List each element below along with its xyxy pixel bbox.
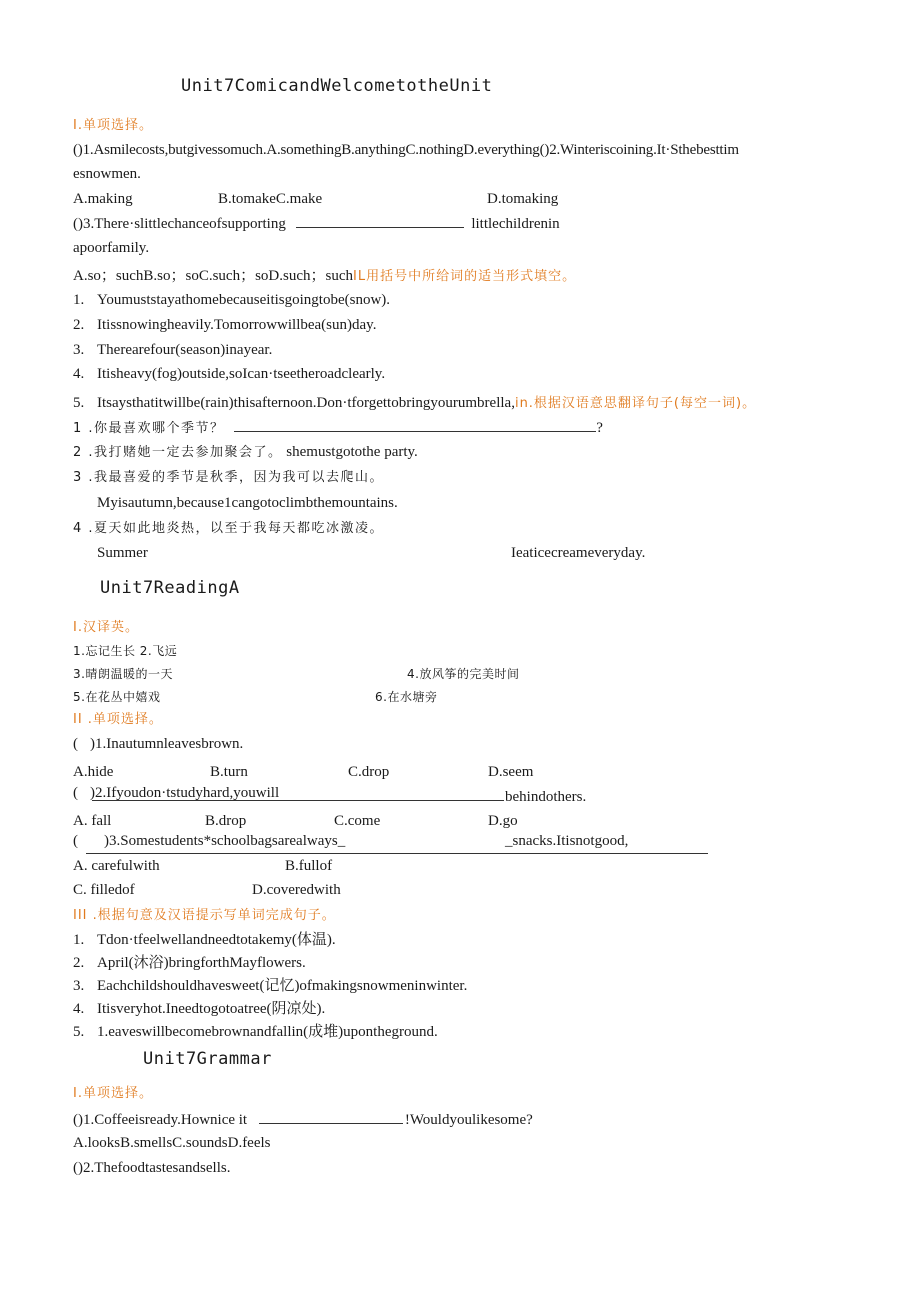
question-3 xyxy=(73,213,560,234)
item-number: 4. xyxy=(73,1001,85,1017)
section-heading: IL用括号中所给词的适当形式填空。 xyxy=(353,269,577,284)
answer-blank[interactable] xyxy=(234,417,596,432)
word-item xyxy=(73,976,467,996)
reading-q2-tail: behindothers. xyxy=(505,789,587,805)
item-number: 2. xyxy=(73,317,85,333)
item-text: Youmuststayathomebecauseitisgoingtobe(snow). xyxy=(97,292,391,308)
paren: ( xyxy=(73,785,78,801)
option-b: B.drop xyxy=(205,813,247,829)
translate-q1-text: 1 .你最喜欢哪个季节？ xyxy=(73,421,225,436)
phrase-item: 6.在水塘旁 xyxy=(375,690,438,704)
section-heading: III .根据句意及汉语提示写单词完成句子。 xyxy=(73,908,336,923)
reading-q1 xyxy=(73,734,243,754)
fill-item xyxy=(73,290,390,310)
grammar-q1-options: A.looksB.smellsC.soundsD.feels xyxy=(73,1135,271,1151)
question-1: ()1.Asmilecosts,butgivessomuch.A.somethingB.anythingC.nothingD.everything()2.Winteriscoining.It·Sthebesttim xyxy=(73,142,739,158)
underline xyxy=(86,853,708,854)
phrase-item: 5.在花丛中嬉戏 xyxy=(73,690,161,704)
option-a: A. fall xyxy=(73,813,112,829)
word-item xyxy=(73,999,325,1019)
fill-item xyxy=(73,340,272,360)
reading-q3-text: )3.Somestudents*schoolbagsarealways_ xyxy=(104,833,346,849)
option-bc: B.tomakeC.make xyxy=(218,191,323,207)
item-number: 3. xyxy=(73,978,85,994)
fill-item xyxy=(73,393,756,414)
word-item xyxy=(73,930,336,950)
option-a: A. carefulwith xyxy=(73,858,160,874)
unit7-grammar-title: Unit7Grammar xyxy=(143,1049,272,1069)
option-d: D.go xyxy=(488,813,518,829)
phrase-item: 4.放风筝的完美时间 xyxy=(407,667,520,681)
translate-q2-cn: 2 .我打赌她一定去参加聚会了。 xyxy=(73,445,283,460)
reading-q3-tail: _snacks.Itisnotgood, xyxy=(505,833,629,849)
translate-q4-en-b: Ieaticecreameveryday. xyxy=(511,545,646,561)
item-text: Tdon·tfeelwellandneedtotakemy(体温). xyxy=(97,932,336,948)
question-3-options xyxy=(73,266,576,287)
item-text: April(沐浴)bringforthMayflowers. xyxy=(97,955,306,971)
item-number: 2. xyxy=(73,955,85,971)
paren: ( xyxy=(73,833,78,849)
phrase-line: 1.忘记生长 2.飞远 xyxy=(73,644,178,658)
grammar-q2: ()2.Thefoodtastesandsells. xyxy=(73,1160,231,1176)
item-number: 1. xyxy=(73,292,85,308)
option-b: B.fullof xyxy=(285,858,333,874)
item-text: Itissnowingheavily.Tomorrowwillbea(sun)day. xyxy=(97,317,377,333)
grammar-q1-tail: !Wouldyoulikesome? xyxy=(404,1112,533,1128)
option-a: A.making xyxy=(73,191,133,207)
translate-q2 xyxy=(73,442,418,463)
option-c: C. filledof xyxy=(73,882,135,898)
translate-q2-en: shemustgotothe party. xyxy=(286,444,418,460)
translate-q3-en: Myisautumn,because1cangotoclimbthemountains. xyxy=(97,495,398,511)
item-text: Itisheavy(fog)outside,soIcan·tseetheroadclearly. xyxy=(97,366,386,382)
reading-q3 xyxy=(73,831,345,851)
question-3-text: ()3.There·slittlechanceofsupporting xyxy=(73,216,286,232)
word-item xyxy=(73,1022,438,1042)
section-heading: I.单项选择。 xyxy=(73,1086,153,1101)
answer-blank[interactable] xyxy=(296,213,464,228)
word-item xyxy=(73,953,306,973)
item-number: 5. xyxy=(73,1024,85,1040)
question-3-tail: littlechildrenin xyxy=(471,216,560,232)
item-text: Therearefour(season)inayear. xyxy=(97,342,273,358)
item-text: Eachchildshouldhavesweet(记忆)ofmakingsnowmeninwinter. xyxy=(97,978,468,994)
reading-q2-text: )2.Ifyoudon·tstudyhard,youwill xyxy=(90,785,280,801)
answer-blank[interactable] xyxy=(259,1109,403,1124)
options-text: A.so；suchB.so；soC.such；soD.such；such xyxy=(73,268,354,284)
question-mark: ? xyxy=(596,420,603,436)
item-number: 1. xyxy=(73,932,85,948)
unit7-comic-title: Unit7ComicandWelcometotheUnit xyxy=(181,76,493,96)
item-number: 3. xyxy=(73,342,85,358)
section-heading: in.根据汉语意思翻译句子(每空一词)。 xyxy=(514,396,757,411)
item-text: Itsaysthatitwillbe(rain)thisafternoon.Don·tforgettobringyourumbrella, xyxy=(97,395,515,411)
question-text: apoorfamily. xyxy=(73,240,150,256)
fill-item xyxy=(73,315,376,335)
paren: ( xyxy=(73,736,78,752)
item-text: Itisveryhot.Ineedtogotoatree(阴凉处). xyxy=(97,1001,326,1017)
section-heading: I.单项选择。 xyxy=(73,118,153,133)
option-d: D.seem xyxy=(488,764,534,780)
underline xyxy=(92,800,504,801)
option-a: A.hide xyxy=(73,764,114,780)
option-d: D.tomaking xyxy=(487,191,559,207)
option-b: B.turn xyxy=(210,764,248,780)
translate-q1 xyxy=(73,417,603,439)
section-heading: II .单项选择。 xyxy=(73,712,163,727)
question-text: esnowmen. xyxy=(73,166,141,182)
item-text: 1.eaveswillbecomebrownandfallin(成堆)upontheground. xyxy=(97,1024,438,1040)
unit7-reading-title: Unit7ReadingA xyxy=(100,578,240,598)
option-d: D.coveredwith xyxy=(252,882,341,898)
grammar-q1 xyxy=(73,1109,533,1130)
translate-q3-cn: 3 .我最喜爱的季节是秋季，因为我可以去爬山。 xyxy=(73,470,385,485)
item-number: 5. xyxy=(73,395,85,411)
option-c: C.come xyxy=(334,813,381,829)
reading-q1-text: )1.Inautumnleavesbrown. xyxy=(90,736,244,752)
option-c: C.drop xyxy=(348,764,390,780)
phrase-item: 3.晴朗温暖的一天 xyxy=(73,667,173,681)
grammar-q1-text: ()1.Coffeeisready.Hownice it xyxy=(73,1112,248,1128)
fill-item xyxy=(73,364,385,384)
item-number: 4. xyxy=(73,366,85,382)
translate-q4-en-a: Summer xyxy=(97,545,148,561)
section-heading: I.汉译英。 xyxy=(73,620,139,635)
translate-q4-cn: 4 .夏天如此地炎热，以至于我每天都吃冰激凌。 xyxy=(73,521,385,536)
